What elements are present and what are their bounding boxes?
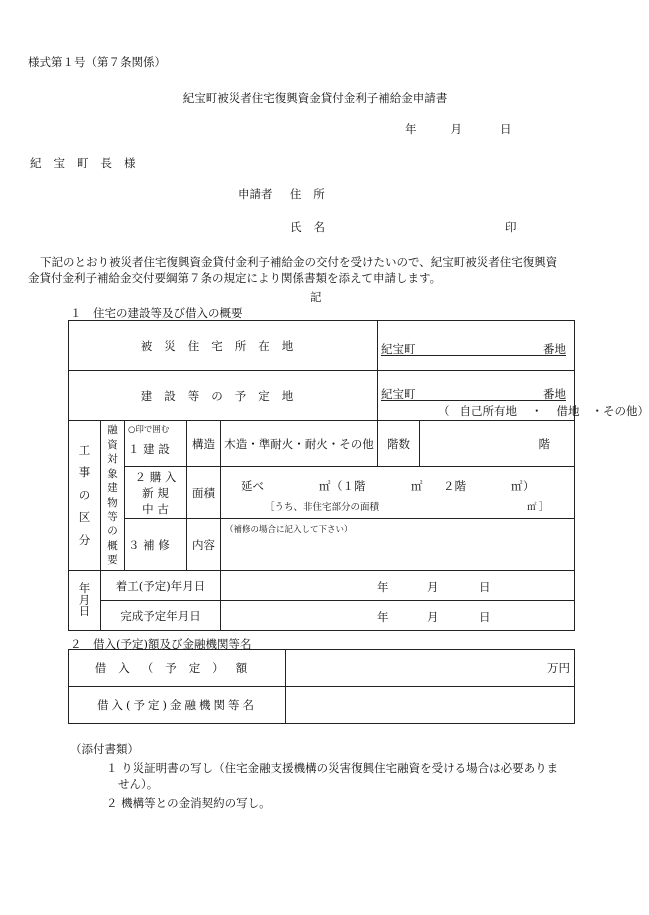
ownership-options [438,403,649,419]
complete-year: 年 [377,610,389,624]
dates-label: 年 月 日 [69,571,101,631]
structure-options[interactable]: 木造・準耐火・耐火・その他 [221,421,378,467]
wc-1: 工 [78,442,91,457]
start-month: 月 [427,580,439,594]
structure-label: 構造 [187,421,221,467]
start-date-label: 着工(予定)年月日 [101,571,221,601]
disaster-location-label-cell [69,321,378,371]
year-label: 年 [405,122,417,136]
ownership-own[interactable]: 自己所有地 [459,404,518,418]
month-label: 月 [450,122,462,136]
institution-label-cell [69,687,286,724]
attachment-1-line-1: １ り災証明書の写し（住宅金融支援機構の災害復興住宅融資を受ける場合は必要ありま [106,761,559,775]
building-summary-label: 融 資 対 象 建 物 等 の 概 要 [101,421,125,571]
date-line [405,121,512,137]
applicant-address [238,186,337,202]
section1-heading: １ 住宅の建設等及び借入の概要 [70,306,243,320]
planned-site-label-cell [69,371,378,421]
body-line-1: 下記のとおり被災者住宅復興資金貸付金利子補給金の交付を受けたいので、紀宝町被災者住宅復興資 [40,255,558,269]
area-first-floor: （１階 [331,479,366,493]
section2-heading: ２ 借入(予定)額及び金融機関等名 [70,637,252,651]
non-residential-unit: ㎡ [527,502,537,513]
repair-note: （補修の場合に記入して下さい） [225,525,353,535]
type-build-cell[interactable] [125,421,187,467]
area-second-floor: ２階 [443,479,466,493]
non-residential-label: ［うち、非住宅部分の面積 [265,502,380,513]
amount-label: 借入（予定）額 [94,661,260,675]
area-close-paren: ） [523,479,535,493]
type-purchase[interactable]: ２ 購 入 [134,469,177,484]
institution-label: 借入(予定)金融機関等名 [97,698,257,712]
complete-day: 日 [479,610,491,624]
attachments-heading: （添付書類） [70,742,139,756]
ownership-other[interactable]: ・その他） [591,404,649,418]
area-field[interactable] [221,467,575,519]
disaster-location-label: 被災住宅所在地 [140,338,306,353]
area-total-unit: ㎡ [319,479,331,493]
floors-unit: 階 [538,436,551,451]
address-label: 住所 [289,187,337,201]
addressee: 紀宝町長様 [30,156,148,170]
planned-site-field[interactable] [378,371,649,421]
non-residential-close: ］ [539,502,549,513]
applicant-label: 申請者 [238,187,273,201]
ownership-open: （ [438,404,450,418]
circle-note: ○印で囲む [128,425,170,435]
disaster-town: 紀宝町 [381,342,416,356]
amount-field[interactable] [286,650,575,687]
type-new[interactable]: 新 規 [142,485,169,500]
area-first-unit: ㎡ [411,479,423,493]
start-date-field[interactable] [221,571,575,601]
amount-label-cell [69,650,286,687]
area-second-unit: ㎡ [511,479,523,493]
floors-field[interactable] [420,421,575,467]
start-year: 年 [377,580,389,594]
complete-date-field[interactable] [221,601,575,631]
type-build[interactable]: １ 建 設 [128,442,170,456]
content-field[interactable] [221,519,575,571]
planned-town: 紀宝町 [381,387,416,401]
planned-banchi: 番地 [543,387,567,401]
overview-table [68,320,649,631]
area-label: 面積 [187,467,221,519]
type-purchase-cell[interactable] [125,467,187,519]
type-repair[interactable]: ３ 補 修 [128,537,170,552]
type-repair-cell[interactable] [125,519,187,571]
area-total-label: 延べ [241,479,264,493]
start-day: 日 [479,580,491,594]
day-label: 日 [500,122,512,136]
name-label: 氏名 [290,220,337,234]
body-text [28,254,608,286]
attachment-1-line-2: せん）。 [118,777,159,791]
form-number: 様式第１号（第７条関係） [28,55,166,69]
amount-unit: 万円 [547,661,570,675]
ownership-lease[interactable]: 借地 [556,404,580,418]
complete-month: 月 [427,610,439,624]
type-used[interactable]: 中 古 [142,501,169,516]
loan-table [68,649,575,724]
work-class-label: 工 事 の 区 分 [69,421,101,571]
document-title: 紀宝町被災者住宅復興資金貸付金利子補給金申請書 [182,91,448,105]
ki-label: 記 [310,290,322,304]
complete-date-label: 完成予定年月日 [101,601,221,631]
content-label: 内容 [187,519,221,571]
institution-field[interactable] [286,687,575,724]
planned-site-label: 建設等の予定地 [140,388,306,403]
attachment-2: ２ 機構等との金消契約の写し。 [106,796,271,810]
ownership-sep: ・ [531,404,543,418]
disaster-location-field[interactable] [378,321,575,371]
applicant-name [290,219,337,235]
disaster-banchi: 番地 [543,342,567,356]
body-line-2: 金貸付金利子補給金交付要綱第７条の規定により関係書類を添えて申請します。 [28,271,442,285]
seal-mark: 印 [505,220,517,234]
floors-label: 階数 [378,421,420,467]
